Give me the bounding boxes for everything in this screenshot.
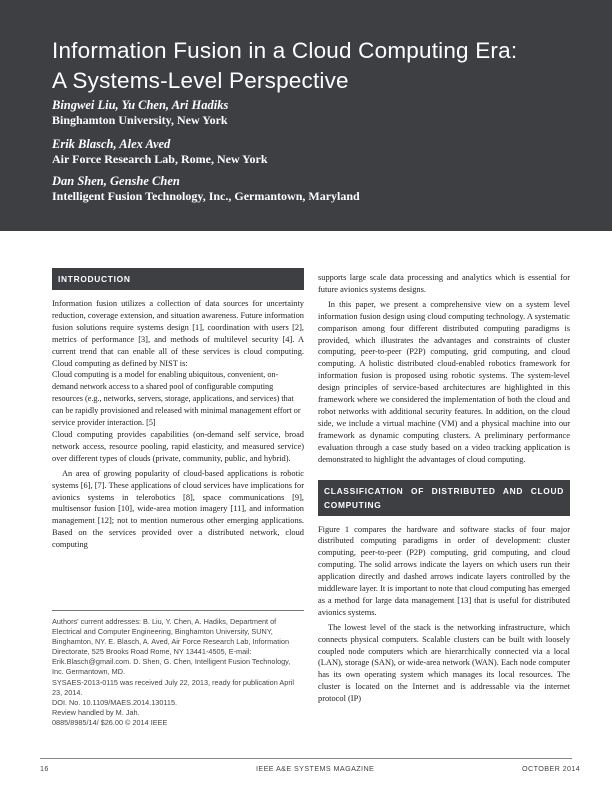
section-heading-introduction: INTRODUCTION	[52, 268, 304, 290]
footnote-review: Review handled by M. Jah.	[52, 707, 140, 717]
right-paragraph-2: In this paper, we present a comprehensive view on a system level information fusion design using cloud computing technology. A systematic comparison among four different distributed computing paradigms is provided, which illustrates the advantages and constraints of cluster computing, peer-to-peer (P2P) computing, grid computing, and cloud computing. A holistic distributed cloud-enabled robotics framework for information fusion is proposed using robotic systems. The system-level design principles of service-based architectures are highlighted in this framework where we considered the implementation of both the cloud and robot networks with additional security features. In addition, on the cloud side, we include a virtual machine (VM) and a physical machine into our framework as dynamic computing clusters. A preliminary performance evaluation through a case study based on a video tracking application is demonstrated to highlight the advantages of cloud computing.	[318, 299, 570, 464]
title-line-2: A Systems-Level Perspective	[52, 68, 349, 93]
paper-title	[52, 36, 572, 96]
author-group-1	[52, 98, 572, 128]
right-paragraph-1: supports large scale data processing and analytics which is essential for future avionics systems designs.	[318, 273, 570, 294]
intro-paragraph-3: An area of growing popularity of cloud-based applications is robotic systems [6], [7]. These applications of cloud services have implications for avionics systems in telerobotics [8], space communications [9], multisensor fusion [10], wide-area motion imagery [11], and information management [12]; not to mention numerous other emerging applications. Based on the services provided over a distributed network, cloud computing	[52, 468, 304, 550]
author-group-3	[52, 174, 572, 204]
right-paragraph-4: The lowest level of the stack is the networking infrastructure, which connects physical computers. Scalable clusters can be built with loosely coupled node computers which are hierarchically connected via a local (LAN), storage (SAN), or wide-area network (WAN). Each node computer has its own operating system which manages its local resources. The cluster is located on the Internet and is addressable via the internet protocol (IP)	[318, 622, 570, 704]
footnote-doi: DOI. No. 10.1109/MAES.2014.130115.	[52, 697, 178, 707]
title-line-1: Information Fusion in a Cloud Computing Era:	[52, 38, 518, 63]
nist-definition-quote: Cloud computing is a model for enabling ubiquitous, convenient, on-demand network access to a shared pool of configurable computing resources (e.g., networks, servers, storage, applications, and services) that can be rapidly provisioned and released with minimal management effort or service provider interaction. [5]	[52, 370, 301, 428]
author-names: Dan Shen, Genshe Chen	[52, 174, 180, 188]
author-names: Bingwei Liu, Yu Chen, Ari Hadiks	[52, 98, 229, 112]
left-column	[52, 268, 304, 551]
intro-paragraph-2: Cloud computing provides capabilities (on-demand self service, broad network access, resource pooling, rapid elasticity, and measured service) over different types of clouds (private, community, public, and hybrid).	[52, 429, 304, 463]
author-affiliation: Intelligent Fusion Technology, Inc., Germantown, Maryland	[52, 189, 360, 203]
author-affiliation: Binghamton University, New York	[52, 113, 228, 127]
footnote-copyright: 0885/8985/14/ $26.00 © 2014 IEEE	[52, 717, 168, 727]
footnote-received: SYSAES-2013-0115 was received July 22, 2013, ready for publication April 23, 2014.	[52, 677, 295, 697]
footer-divider	[40, 758, 572, 759]
issue-date: OCTOBER 2014	[522, 764, 581, 773]
author-names: Erik Blasch, Alex Aved	[52, 137, 171, 151]
author-footnote	[52, 610, 304, 728]
author-affiliation: Air Force Research Lab, Rome, New York	[52, 152, 268, 166]
page-number: 16	[40, 764, 49, 773]
footnote-addresses: Authors' current addresses: B. Liu, Y. Chen, A. Hadiks, Department of Electrical and Computer Engineering, Binghamton University, SUNY, Binghamton, NY. E. Blasch, A. Aved, Air Force Research Lab, Information Directorate, 525 Brooks Road Rome, NY 13441-4505, E-mail: Erik.Blasch@gmail.com. D. Shen, G. Chen, Intelligent Fusion Technology, Inc. Germantown, MD.	[52, 617, 291, 677]
right-column	[318, 272, 570, 705]
author-group-2	[52, 137, 572, 167]
title-banner	[0, 0, 612, 231]
section-heading-classification: CLASSIFICATION OF DISTRIBUTED AND CLOUD COMPUTING	[318, 480, 570, 516]
magazine-name: IEEE A&E SYSTEMS MAGAZINE	[256, 764, 375, 773]
intro-paragraph-1: Information fusion utilizes a collection of data sources for uncertainty reduction, coverage extension, and situation awareness. Future information fusion solutions require systems design [1], coordination with users [2], metrics of performance [3], and methods of multilevel security [4]. A current trend that can enable all of these services is cloud computing. Cloud computing as defined by NIST is:	[52, 299, 304, 368]
right-paragraph-3: Figure 1 compares the hardware and software stacks of four major distributed computing paradigms in order of development: cluster computing, peer-to-peer (P2P) computing, grid computing, and cloud computing. The solid arrows indicate the layers on which users run their application directly and dashed arrows indicate layers controlled by the middleware layer. It is important to note that cloud computing has emerged as a method for large data management [13] that is useful for distributed avionics systems.	[318, 524, 570, 617]
